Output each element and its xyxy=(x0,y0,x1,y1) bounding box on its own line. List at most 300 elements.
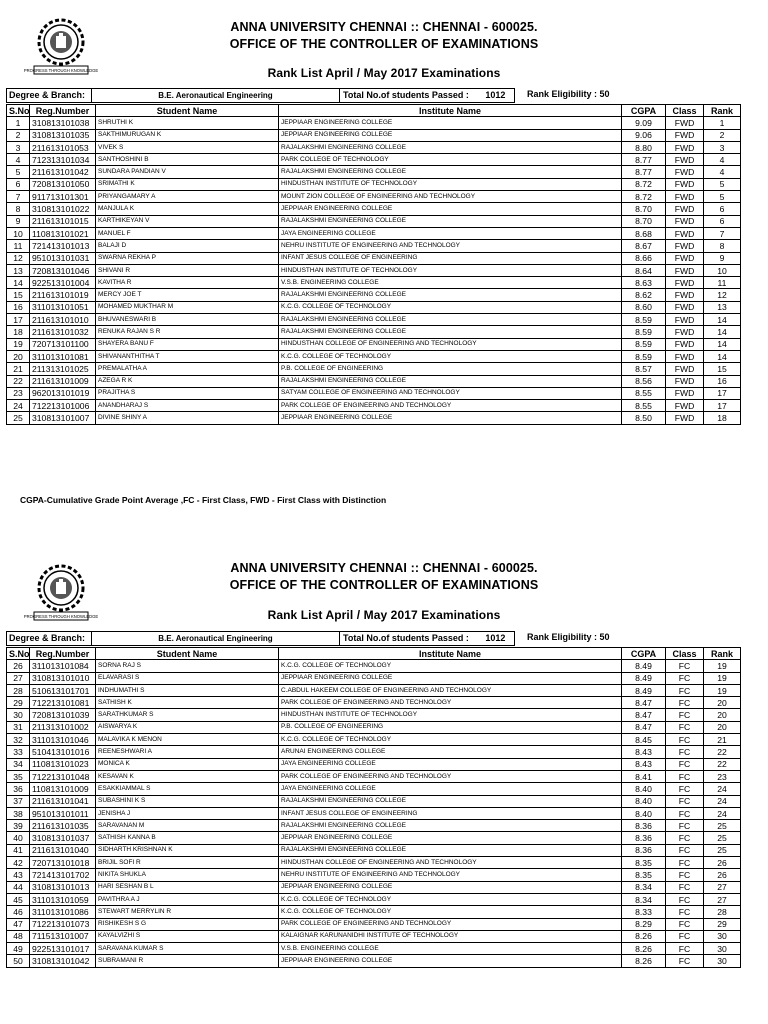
cell-sno: 25 xyxy=(7,412,30,424)
cell-cgpa: 8.47 xyxy=(622,721,666,733)
cell-sno: 50 xyxy=(7,955,30,967)
cell-class: FWD xyxy=(666,117,704,129)
logo-motto: PROGRESS THROUGH KNOWLEDGE xyxy=(23,614,99,619)
cell-institute-name: P.B. COLLEGE OF ENGINEERING xyxy=(279,363,622,375)
cell-reg-number: 211613101042 xyxy=(30,166,96,178)
cell-rank: 4 xyxy=(704,166,741,178)
cell-class: FC xyxy=(666,783,704,795)
cell-rank: 20 xyxy=(704,721,741,733)
cell-rank: 10 xyxy=(704,264,741,276)
cell-student-name: PRAJITHA S xyxy=(96,387,279,399)
cell-reg-number: 951013101011 xyxy=(30,807,96,819)
cell-rank: 24 xyxy=(704,783,741,795)
cell-student-name: SRIMATHI K xyxy=(96,178,279,190)
cell-student-name: SATHISH KANNA B xyxy=(96,832,279,844)
cell-reg-number: 310813101010 xyxy=(30,672,96,684)
table-row xyxy=(7,746,741,758)
cell-class: FWD xyxy=(666,264,704,276)
cell-rank: 25 xyxy=(704,844,741,856)
cell-rank: 20 xyxy=(704,709,741,721)
cell-reg-number: 110813101023 xyxy=(30,758,96,770)
cell-class: FWD xyxy=(666,203,704,215)
cell-sno: 3 xyxy=(7,141,30,153)
cell-cgpa: 8.57 xyxy=(622,363,666,375)
cell-class: FWD xyxy=(666,240,704,252)
cell-institute-name: RAJALAKSHMI ENGINEERING COLLEGE xyxy=(279,326,622,338)
cell-rank: 30 xyxy=(704,955,741,967)
cell-sno: 43 xyxy=(7,869,30,881)
cell-student-name: SUBRAMANI R xyxy=(96,955,279,967)
cell-rank: 19 xyxy=(704,660,741,672)
cell-sno: 24 xyxy=(7,400,30,412)
table-row xyxy=(7,178,741,190)
cell-cgpa: 8.60 xyxy=(622,301,666,313)
passed-label-text: Total No.of students Passed : xyxy=(343,633,469,643)
cell-student-name: SAKTHIMURUGAN K xyxy=(96,129,279,141)
cell-student-name: JENISHA J xyxy=(96,807,279,819)
cell-sno: 7 xyxy=(7,191,30,203)
cell-reg-number: 712213101073 xyxy=(30,918,96,930)
cell-cgpa: 8.41 xyxy=(622,770,666,782)
cell-student-name: HARI SESHAN B L xyxy=(96,881,279,893)
cell-class: FWD xyxy=(666,375,704,387)
cell-reg-number: 211613101009 xyxy=(30,375,96,387)
table-row xyxy=(7,869,741,881)
cell-cgpa: 8.59 xyxy=(622,326,666,338)
cell-cgpa: 9.06 xyxy=(622,129,666,141)
cell-sno: 37 xyxy=(7,795,30,807)
cell-class: FC xyxy=(666,672,704,684)
cell-rank: 1 xyxy=(704,117,741,129)
cell-cgpa: 8.68 xyxy=(622,227,666,239)
table-row xyxy=(7,154,741,166)
cell-rank: 6 xyxy=(704,203,741,215)
cell-reg-number: 211313101025 xyxy=(30,363,96,375)
cell-class: FC xyxy=(666,893,704,905)
col-rank: Rank xyxy=(704,105,741,117)
cell-student-name: RENUKA RAJAN S R xyxy=(96,326,279,338)
cell-class: FWD xyxy=(666,166,704,178)
cell-cgpa: 9.09 xyxy=(622,117,666,129)
cell-student-name: ESAKKIAMMAL S xyxy=(96,783,279,795)
table-row xyxy=(7,350,741,362)
table-row xyxy=(7,857,741,869)
cell-institute-name: PARK COLLEGE OF ENGINEERING AND TECHNOLOGY xyxy=(279,400,622,412)
col-cgpa: CGPA xyxy=(622,648,666,660)
cell-class: FC xyxy=(666,844,704,856)
cell-student-name: SORNA RAJ S xyxy=(96,660,279,672)
cell-sno: 22 xyxy=(7,375,30,387)
cell-sno: 31 xyxy=(7,721,30,733)
cell-sno: 14 xyxy=(7,277,30,289)
passed-value: 1012 xyxy=(485,90,506,100)
cell-sno: 17 xyxy=(7,314,30,326)
cell-rank: 17 xyxy=(704,400,741,412)
cell-institute-name: SATYAM COLLEGE OF ENGINEERING AND TECHNOLOGY xyxy=(279,387,622,399)
col-sno: S.No xyxy=(7,648,30,660)
cell-student-name: MALAVIKA K MENON xyxy=(96,734,279,746)
cell-institute-name: JEPPIAAR ENGINEERING COLLEGE xyxy=(279,412,622,424)
cell-class: FC xyxy=(666,881,704,893)
cell-cgpa: 8.49 xyxy=(622,684,666,696)
cell-cgpa: 8.43 xyxy=(622,758,666,770)
cell-rank: 16 xyxy=(704,375,741,387)
cell-sno: 1 xyxy=(7,117,30,129)
cell-class: FWD xyxy=(666,129,704,141)
cell-sno: 28 xyxy=(7,684,30,696)
cell-student-name: KARTHIKEYAN V xyxy=(96,215,279,227)
cell-rank: 26 xyxy=(704,869,741,881)
table-row xyxy=(7,906,741,918)
cell-class: FWD xyxy=(666,363,704,375)
cell-student-name: SARAVANA KUMAR S xyxy=(96,943,279,955)
cell-sno: 36 xyxy=(7,783,30,795)
table-row xyxy=(7,375,741,387)
cell-rank: 14 xyxy=(704,338,741,350)
cell-rank: 13 xyxy=(704,301,741,313)
cell-rank: 17 xyxy=(704,387,741,399)
cell-institute-name: KALAIGNAR KARUNANIDHI INSTITUTE OF TECHNOLOGY xyxy=(279,930,622,942)
cell-reg-number: 720813101039 xyxy=(30,709,96,721)
cell-reg-number: 310813101038 xyxy=(30,117,96,129)
cell-sno: 48 xyxy=(7,930,30,942)
cell-student-name: SATHISH K xyxy=(96,697,279,709)
table-row xyxy=(7,758,741,770)
cell-sno: 29 xyxy=(7,697,30,709)
cell-institute-name: RAJALAKSHMI ENGINEERING COLLEGE xyxy=(279,141,622,153)
cell-student-name: BALAJI D xyxy=(96,240,279,252)
cell-cgpa: 8.34 xyxy=(622,881,666,893)
table-row xyxy=(7,844,741,856)
table-header-row xyxy=(7,648,741,660)
cell-class: FWD xyxy=(666,350,704,362)
cell-reg-number: 311013101084 xyxy=(30,660,96,672)
cell-sno: 33 xyxy=(7,746,30,758)
cell-reg-number: 311013101051 xyxy=(30,301,96,313)
cell-rank: 24 xyxy=(704,807,741,819)
col-cgpa: CGPA xyxy=(622,105,666,117)
col-reg: Reg.Number xyxy=(30,648,96,660)
cell-reg-number: 720813101050 xyxy=(30,178,96,190)
cell-institute-name: RAJALAKSHMI ENGINEERING COLLEGE xyxy=(279,795,622,807)
cell-institute-name: JEPPIAAR ENGINEERING COLLEGE xyxy=(279,881,622,893)
cell-reg-number: 712213101006 xyxy=(30,400,96,412)
cell-class: FC xyxy=(666,857,704,869)
cell-student-name: SUNDARA PANDIAN V xyxy=(96,166,279,178)
cell-cgpa: 8.55 xyxy=(622,387,666,399)
cell-institute-name: RAJALAKSHMI ENGINEERING COLLEGE xyxy=(279,215,622,227)
col-name: Student Name xyxy=(96,105,279,117)
cell-class: FC xyxy=(666,758,704,770)
table-row xyxy=(7,301,741,313)
cell-reg-number: 922513101017 xyxy=(30,943,96,955)
cell-class: FWD xyxy=(666,252,704,264)
cell-class: FWD xyxy=(666,227,704,239)
cell-institute-name: JAYA ENGINEERING COLLEGE xyxy=(279,227,622,239)
cell-institute-name: JEPPIAAR ENGINEERING COLLEGE xyxy=(279,672,622,684)
university-name: ANNA UNIVERSITY CHENNAI :: CHENNAI - 600025. xyxy=(230,561,538,575)
cell-sno: 41 xyxy=(7,844,30,856)
cell-reg-number: 911713101301 xyxy=(30,191,96,203)
cell-sno: 42 xyxy=(7,857,30,869)
meta-bar xyxy=(6,88,740,103)
table-row xyxy=(7,672,741,684)
cell-class: FC xyxy=(666,807,704,819)
cell-rank: 28 xyxy=(704,906,741,918)
cell-sno: 34 xyxy=(7,758,30,770)
table-header-row xyxy=(7,105,741,117)
cell-institute-name: RAJALAKSHMI ENGINEERING COLLEGE xyxy=(279,375,622,387)
cell-rank: 18 xyxy=(704,412,741,424)
rank-list-title: Rank List April / May 2017 Examinations xyxy=(267,66,501,80)
cell-cgpa: 8.56 xyxy=(622,375,666,387)
cell-sno: 26 xyxy=(7,660,30,672)
cell-class: FC xyxy=(666,746,704,758)
table-row xyxy=(7,795,741,807)
cell-institute-name: RAJALAKSHMI ENGINEERING COLLEGE xyxy=(279,314,622,326)
table-row xyxy=(7,770,741,782)
cell-institute-name: JEPPIAAR ENGINEERING COLLEGE xyxy=(279,832,622,844)
cell-institute-name: K.C.G. COLLEGE OF TECHNOLOGY xyxy=(279,734,622,746)
cell-rank: 22 xyxy=(704,758,741,770)
cell-cgpa: 8.26 xyxy=(622,955,666,967)
cell-cgpa: 8.77 xyxy=(622,166,666,178)
cell-institute-name: NEHRU INSTITUTE OF ENGINEERING AND TECHNOLOGY xyxy=(279,869,622,881)
cell-class: FC xyxy=(666,660,704,672)
cell-institute-name: C.ABDUL HAKEEM COLLEGE OF ENGINEERING AND TECHNOLOGY xyxy=(279,684,622,696)
cell-class: FC xyxy=(666,930,704,942)
passed-label-text: Total No.of students Passed : xyxy=(343,90,469,100)
cell-sno: 2 xyxy=(7,129,30,141)
cell-sno: 6 xyxy=(7,178,30,190)
cell-rank: 12 xyxy=(704,289,741,301)
cell-sno: 47 xyxy=(7,918,30,930)
cell-reg-number: 712313101034 xyxy=(30,154,96,166)
cell-class: FWD xyxy=(666,387,704,399)
cell-reg-number: 211613101053 xyxy=(30,141,96,153)
col-reg: Reg.Number xyxy=(30,105,96,117)
university-name: ANNA UNIVERSITY CHENNAI :: CHENNAI - 600025. xyxy=(230,20,538,34)
cell-sno: 8 xyxy=(7,203,30,215)
table-row xyxy=(7,400,741,412)
cell-sno: 9 xyxy=(7,215,30,227)
cell-rank: 21 xyxy=(704,734,741,746)
cell-sno: 27 xyxy=(7,672,30,684)
table-row xyxy=(7,721,741,733)
cell-class: FWD xyxy=(666,400,704,412)
cell-class: FC xyxy=(666,709,704,721)
cell-cgpa: 8.62 xyxy=(622,289,666,301)
cell-cgpa: 8.59 xyxy=(622,314,666,326)
table-row xyxy=(7,277,741,289)
cell-sno: 45 xyxy=(7,893,30,905)
cell-cgpa: 8.36 xyxy=(622,844,666,856)
cell-class: FWD xyxy=(666,277,704,289)
cell-sno: 21 xyxy=(7,363,30,375)
rank-table-body xyxy=(7,660,741,967)
cell-student-name: SWARNA REKHA P xyxy=(96,252,279,264)
table-row xyxy=(7,412,741,424)
cell-cgpa: 8.35 xyxy=(622,869,666,881)
cell-rank: 27 xyxy=(704,881,741,893)
cell-class: FC xyxy=(666,955,704,967)
cell-cgpa: 8.80 xyxy=(622,141,666,153)
cell-student-name: RISHIKESH S G xyxy=(96,918,279,930)
degree-label: Degree & Branch: xyxy=(6,88,92,103)
table-row xyxy=(7,252,741,264)
cell-class: FWD xyxy=(666,154,704,166)
table-row xyxy=(7,832,741,844)
cell-reg-number: 712213101081 xyxy=(30,697,96,709)
cell-reg-number: 720713101100 xyxy=(30,338,96,350)
logo-motto: PROGRESS THROUGH KNOWLEDGE xyxy=(23,68,99,73)
cell-class: FC xyxy=(666,697,704,709)
cell-institute-name: JEPPIAAR ENGINEERING COLLEGE xyxy=(279,129,622,141)
cell-institute-name: PARK COLLEGE OF ENGINEERING AND TECHNOLOGY xyxy=(279,697,622,709)
table-row xyxy=(7,893,741,905)
meta-bar xyxy=(6,631,740,646)
cell-student-name: KAVITHA R xyxy=(96,277,279,289)
cell-reg-number: 110813101021 xyxy=(30,227,96,239)
cell-student-name: AZEGA R K xyxy=(96,375,279,387)
cell-student-name: MANJULA K xyxy=(96,203,279,215)
cell-reg-number: 110813101009 xyxy=(30,783,96,795)
cell-reg-number: 211613101010 xyxy=(30,314,96,326)
table-row xyxy=(7,326,741,338)
cell-cgpa: 8.26 xyxy=(622,943,666,955)
cell-institute-name: HINDUSTHAN INSTITUTE OF TECHNOLOGY xyxy=(279,264,622,276)
cell-institute-name: K.C.G. COLLEGE OF TECHNOLOGY xyxy=(279,906,622,918)
col-institute: Institute Name xyxy=(279,648,622,660)
cell-rank: 30 xyxy=(704,930,741,942)
cell-class: FC xyxy=(666,770,704,782)
cell-cgpa: 8.66 xyxy=(622,252,666,264)
cell-cgpa: 8.40 xyxy=(622,783,666,795)
cell-cgpa: 8.49 xyxy=(622,660,666,672)
cell-sno: 4 xyxy=(7,154,30,166)
rank-list-page-1 xyxy=(0,0,768,480)
cell-reg-number: 510413101016 xyxy=(30,746,96,758)
cell-student-name: PRIYANGAMARY A xyxy=(96,191,279,203)
cell-student-name: REENESHWARI A xyxy=(96,746,279,758)
cell-institute-name: P.B. COLLEGE OF ENGINEERING xyxy=(279,721,622,733)
cell-sno: 13 xyxy=(7,264,30,276)
cell-rank: 30 xyxy=(704,943,741,955)
cell-reg-number: 310813101042 xyxy=(30,955,96,967)
cell-cgpa: 8.77 xyxy=(622,154,666,166)
cell-institute-name: HINDUSTHAN COLLEGE OF ENGINEERING AND TECHNOLOGY xyxy=(279,338,622,350)
degree-value: B.E. Aeronautical Engineering xyxy=(91,631,340,646)
col-class: Class xyxy=(666,648,704,660)
cell-rank: 19 xyxy=(704,672,741,684)
table-row xyxy=(7,709,741,721)
table-row xyxy=(7,734,741,746)
cell-institute-name: ARUNAI ENGINEERING COLLEGE xyxy=(279,746,622,758)
cell-student-name: AISWARYA K xyxy=(96,721,279,733)
table-row xyxy=(7,387,741,399)
cell-class: FC xyxy=(666,795,704,807)
cell-class: FC xyxy=(666,721,704,733)
cell-class: FC xyxy=(666,832,704,844)
cell-institute-name: INFANT JESUS COLLEGE OF ENGINEERING xyxy=(279,252,622,264)
cell-institute-name: K.C.G. COLLEGE OF TECHNOLOGY xyxy=(279,301,622,313)
cell-rank: 19 xyxy=(704,684,741,696)
cell-rank: 9 xyxy=(704,252,741,264)
cell-sno: 10 xyxy=(7,227,30,239)
cell-reg-number: 951013101031 xyxy=(30,252,96,264)
cell-reg-number: 211613101041 xyxy=(30,795,96,807)
cell-institute-name: HINDUSTHAN COLLEGE OF ENGINEERING AND TECHNOLOGY xyxy=(279,857,622,869)
table-row xyxy=(7,191,741,203)
cell-rank: 14 xyxy=(704,326,741,338)
table-row xyxy=(7,117,741,129)
cell-reg-number: 712213101048 xyxy=(30,770,96,782)
cell-reg-number: 311013101059 xyxy=(30,893,96,905)
cell-rank: 2 xyxy=(704,129,741,141)
cell-student-name: SARATHKUMAR S xyxy=(96,709,279,721)
cell-student-name: DIVINE SHINY A xyxy=(96,412,279,424)
cell-cgpa: 8.72 xyxy=(622,178,666,190)
cell-institute-name: JEPPIAAR ENGINEERING COLLEGE xyxy=(279,203,622,215)
office-name: OFFICE OF THE CONTROLLER OF EXAMINATIONS xyxy=(229,37,539,51)
cell-institute-name: JAYA ENGINEERING COLLEGE xyxy=(279,783,622,795)
cell-institute-name: JEPPIAAR ENGINEERING COLLEGE xyxy=(279,117,622,129)
cell-cgpa: 8.67 xyxy=(622,240,666,252)
cell-rank: 5 xyxy=(704,191,741,203)
cell-reg-number: 711513101007 xyxy=(30,930,96,942)
cell-reg-number: 922513101004 xyxy=(30,277,96,289)
cell-institute-name: PARK COLLEGE OF ENGINEERING AND TECHNOLOGY xyxy=(279,918,622,930)
cell-student-name: SHIVANANTHITHA T xyxy=(96,350,279,362)
cell-cgpa: 8.70 xyxy=(622,203,666,215)
cell-class: FC xyxy=(666,918,704,930)
cell-cgpa: 8.34 xyxy=(622,893,666,905)
cell-class: FC xyxy=(666,820,704,832)
cell-institute-name: JEPPIAAR ENGINEERING COLLEGE xyxy=(279,955,622,967)
rank-table-body xyxy=(7,117,741,424)
cell-sno: 32 xyxy=(7,734,30,746)
cell-institute-name: K.C.G. COLLEGE OF TECHNOLOGY xyxy=(279,893,622,905)
passed-label xyxy=(339,631,515,646)
cell-student-name: PAVITHRA A J xyxy=(96,893,279,905)
cell-institute-name: RAJALAKSHMI ENGINEERING COLLEGE xyxy=(279,844,622,856)
cell-student-name: SHIVANI R xyxy=(96,264,279,276)
cell-rank: 23 xyxy=(704,770,741,782)
cell-student-name: INDHUMATHI S xyxy=(96,684,279,696)
passed-label xyxy=(339,88,515,103)
table-row xyxy=(7,684,741,696)
cell-student-name: KAYALVIZHI S xyxy=(96,930,279,942)
cell-student-name: SUBASHINI K S xyxy=(96,795,279,807)
cell-sno: 49 xyxy=(7,943,30,955)
cell-cgpa: 8.72 xyxy=(622,191,666,203)
cell-class: FC xyxy=(666,906,704,918)
cell-cgpa: 8.49 xyxy=(622,672,666,684)
cell-reg-number: 510613101701 xyxy=(30,684,96,696)
table-row xyxy=(7,264,741,276)
cell-sno: 44 xyxy=(7,881,30,893)
cell-class: FWD xyxy=(666,412,704,424)
cell-sno: 5 xyxy=(7,166,30,178)
table-row xyxy=(7,141,741,153)
cell-cgpa: 8.43 xyxy=(622,746,666,758)
cell-reg-number: 310813101013 xyxy=(30,881,96,893)
cell-cgpa: 8.26 xyxy=(622,930,666,942)
table-row xyxy=(7,807,741,819)
cell-cgpa: 8.63 xyxy=(622,277,666,289)
cell-class: FWD xyxy=(666,326,704,338)
degree-label: Degree & Branch: xyxy=(6,631,92,646)
